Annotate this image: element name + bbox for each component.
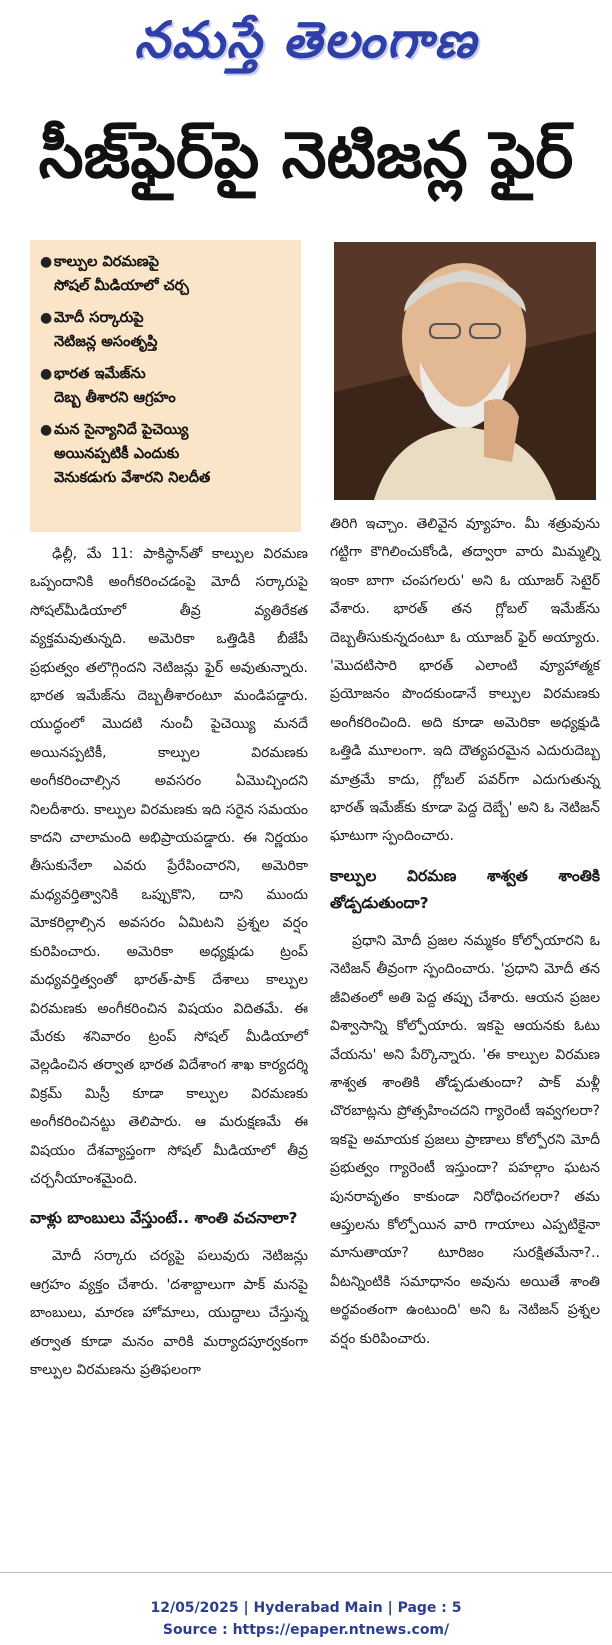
article-paragraph: మోదీ సర్కారు చర్యపై పలువురు నెటిజన్లు ఆగ్రహం వ్యక్తం చేశారు. 'దశాబ్దాలుగా పాక్‌ మనపై బాంబులు, మారణ హోమాలు, యుద్ధాలు చేస్తున్న తర్వాత కూడా మనం వారికి మర్యాదపూర్వకంగా కాల్పుల విరమణను ప్రతిఫలంగా	[30, 1248, 308, 1378]
portrait-image	[334, 242, 596, 500]
bullet-icon: ●	[40, 254, 53, 270]
article-subheading: వాళ్లు బాంబులు వేస్తుంటే.. శాంతి వచనాలా?	[30, 1209, 298, 1228]
article-paragraph: ఢిల్లీ, మే 11: పాకిస్థాన్‌తో కాల్పుల విరమణ ఒప్పందానికి అంగీకరించడంపై మోదీ సర్కారుపై సోషల్‌మీడియాలో తీవ్ర వ్యతిరేకత వ్యక్తమవుతున్నది. అమెరికా ఒత్తిడికి బీజేపీ ప్రభుత్వం తలొగ్గిందని నెటిజన్లు ఫైర్‌ అవుతున్నారు. భారత ఇమేజ్‌ను దెబ్బతీశారంటూ మండిపడ్డారు. యుద్ధంలో మొదటి నుంచీ పైచెయ్యి మనదే అయినప్పటికీ, కాల్పుల విరమణకు అంగీకరించాల్సిన అవసరం ఏమొచ్చిందని నిలదీశారు. కాల్పుల విరమణకు ఇది సరైన సమయం కాదని చాలామంది అభిప్రాయపడ్డారు. ఈ నిర్ణయం తీసుకునేలా ఎవరు ప్రేరేపించారని, అమెరికా మధ్యవర్తిత్వానికి ఒప్పుకొని, దాని ముందు మోకరిల్లాల్సిన అవసరం ఏమిటని ప్రశ్నల వర్షం కురిపించారు. అమెరికా అధ్యక్షుడు ట్రంప్‌ మధ్యవర్తిత్వంతో భారత్‌-పాక్‌ దేశాలు కాల్పుల విరమణకు అంగీకరించిన విషయం విదితమే. ఈ మేరకు శనివారం ట్రంప్‌ సోషల్‌ మీడియాలో వెల్లడించిన తర్వాత భారత విదేశాంగ శాఖ కార్యదర్శి విక్రమ్‌ మిస్రీ కూడా కాల్పుల విరమణకు అంగీకరించినట్టు తెలిపారు. ఆ మరుక్షణమే ఈ విషయం దేశవ్యాప్తంగా సోషల్‌ మీడియాలో తీవ్ర చర్చనీయాంశమైంది.	[30, 546, 308, 1187]
highlight-text: మన సైన్యానిదే పైచెయ్యి అయినప్పటికీ ఎందుకు వెనుకడుగు వేశారని నిలదీత	[54, 422, 211, 486]
news-photo	[334, 242, 596, 500]
newspaper-masthead: నమస్తే తెలంగాణ	[134, 10, 478, 69]
bullet-icon: ●	[40, 422, 53, 438]
edition-info: 12/05/2025 | Hyderabad Main | Page : 5	[150, 1600, 462, 1616]
highlight-text: కాల్పుల విరమణపై సోషల్‌ మీడియాలో చర్చ	[54, 254, 189, 294]
highlights-box	[30, 240, 301, 532]
article-column-left	[30, 540, 308, 1384]
article-subheading: కాల్పుల విరమణ శాశ్వత శాంతికి తోడ్పడుతుందా?	[330, 866, 600, 912]
article-column-right	[330, 510, 600, 1353]
highlight-item	[40, 306, 293, 354]
headline: సీజ్‌ఫైర్‌పై నెటిజన్ల ఫైర్‌	[38, 119, 574, 193]
highlight-item	[40, 418, 293, 490]
highlight-item	[40, 362, 293, 410]
highlight-item	[40, 250, 293, 298]
article-paragraph: తిరిగి ఇచ్చాం. తెలివైన వ్యూహం. మీ శత్రువును గట్టిగా కౌగిలించుకోండి, తద్వారా వారు మిమ్మల్ని ఇంకా బాగా చంపగలరు' అని ఓ యూజర్‌ సెటైర్‌ వేశారు. భారత్‌ తన గ్లోబల్‌ ఇమేజ్‌ను దెబ్బతీసుకున్నదంటూ ఓ యూజర్‌ ఫైర్‌ అయ్యారు. 'మొదటిసారి భారత్‌ ఎలాంటి వ్యూహాత్మక ప్రయోజనం పొందకుండానే కాల్పుల విరమణకు అంగీకరించింది. అది కూడా అమెరికా అధ్యక్షుడి ఒత్తిడి మూలంగా. ఇది దౌత్యపరమైన ఎదురుదెబ్బ మాత్రమే కాదు, గ్లోబల్‌ పవర్‌గా ఎదుగుతున్న భారత్‌ ఇమేజ్‌కు కూడా పెద్ద దెబ్బే' అని ఓ నెటిజన్‌ ఘాటుగా స్పందించారు.	[330, 516, 600, 845]
highlight-text: భారత ఇమేజ్‌ను దెబ్బ తీశారని ఆగ్రహం	[54, 366, 176, 406]
source-link[interactable]: Source : https://epaper.ntnews.com/	[162, 1622, 450, 1638]
highlight-text: మోదీ సర్కారుపై నెటిజన్ల అసంతృప్తి	[54, 310, 158, 350]
article-paragraph: ప్రధాని మోదీ ప్రజల నమ్మకం కోల్పోయారని ఓ నెటిజన్‌ తీవ్రంగా స్పందించారు. 'ప్రధాని మోదీ తన జీవితంలో అతి పెద్ద తప్పు చేశారు. ఆయన ప్రజల విశ్వాసాన్ని కోల్పోయారు. ఇకపై ఆయనకు ఓటు వేయను' అని పేర్కొన్నారు. 'ఈ కాల్పుల విరమణ శాశ్వత శాంతికి తోడ్పడుతుందా? పాక్‌ మళ్లీ చొరబాట్లను ప్రోత్సహించదని గ్యారెంటీ ఇవ్వగలరా? ఇకపై అమాయక ప్రజలు ప్రాణాలు కోల్పోరని మోదీ ప్రభుత్వం గ్యారెంటీ ఇస్తుందా? పహల్గాం ఘటన పునరావృతం కాకుండా నిరోధించగలరా? తమ ఆప్తులను కోల్పోయిన వారి గాయాలు ఎప్పటికైనా మానుతాయా? టూరిజం సురక్షితమేనా?.. వీటన్నింటికి సమాధానం అవును అయితే శాంతి అర్థవంతంగా ఉంటుంది' అని ఓ నెటిజన్‌ ప్రశ్నల వర్షం కురిపించారు.	[330, 932, 600, 1347]
bullet-icon: ●	[40, 310, 53, 326]
page-footer	[0, 1572, 612, 1641]
bullet-icon: ●	[40, 366, 53, 382]
